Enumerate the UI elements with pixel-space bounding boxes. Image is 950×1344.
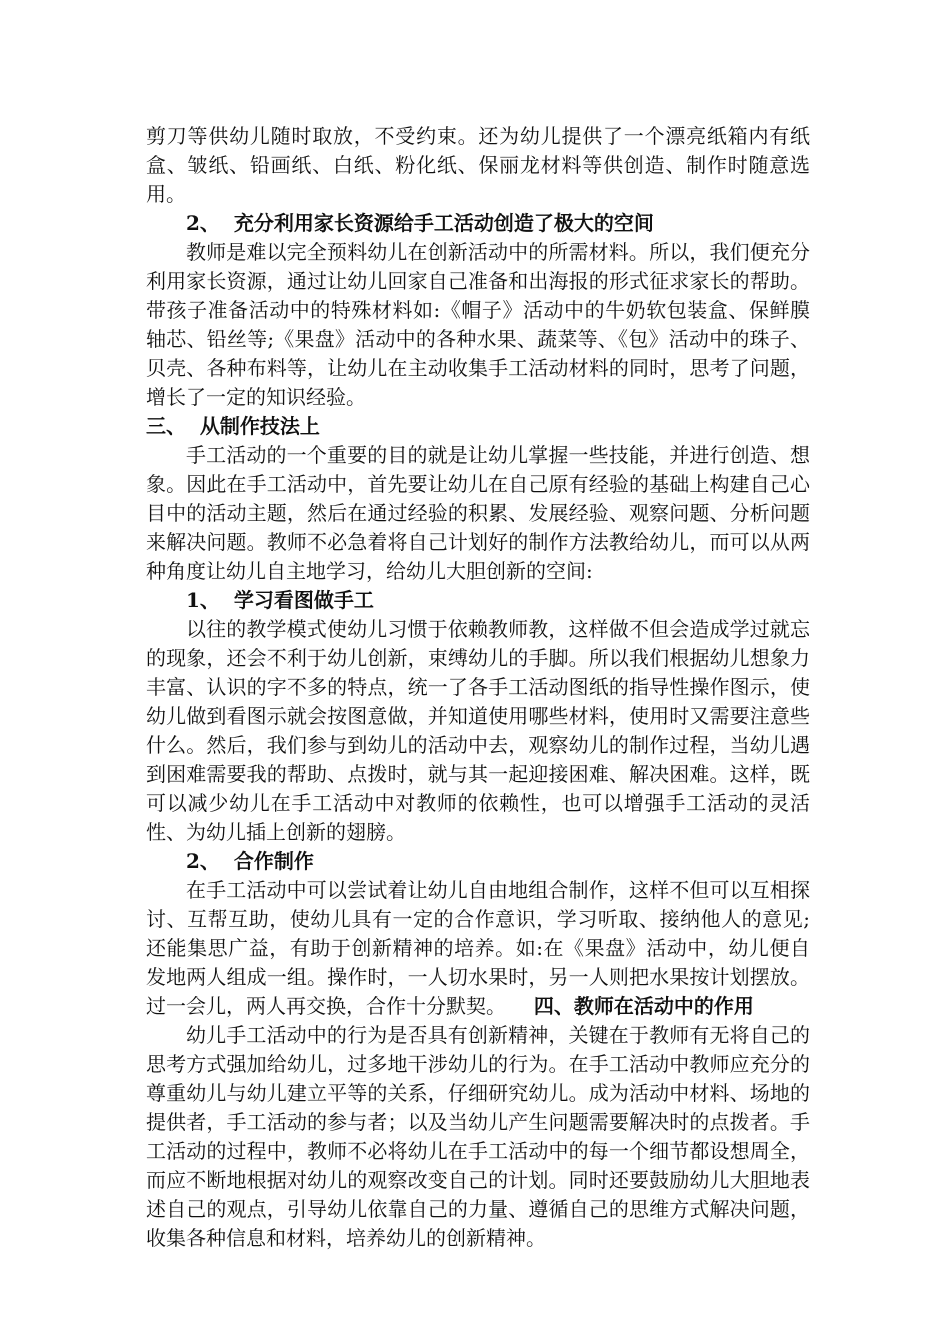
paragraph-materials-continued: 剪刀等供幼儿随时取放，不受约束。还为幼儿提供了一个漂亮纸箱内有纸盒、皱纸、铅画纸、白纸、粉化纸、保丽龙材料等供创造、制作时随意选用。 (146, 124, 810, 206)
heading-teacher-role: 四、教师在活动中的作用 (506, 994, 754, 1018)
paragraph-parent-resources: 教师是难以完全预料幼儿在创新活动中的所需材料。所以，我们便充分利用家长资源，通过让幼儿回家自己准备和出海报的形式征求家长的帮助。带孩子准备活动中的特殊材料如:《帽子》活动中的牛奶软包装盒、保鲜膜轴芯、铅丝等;《果盘》活动中的各种水果、蔬菜等、《包》活动中的珠子、贝壳、各种布料等，让幼儿在主动收集手工活动材料的同时，思考了问题，增长了一定的知识经验。 (146, 240, 810, 409)
subheading-cooperation: 2、 合作制作 (186, 849, 314, 873)
paragraph-cooperation (146, 876, 810, 1021)
heading-techniques: 三、 从制作技法上 (146, 414, 320, 438)
paragraph-teacher-role: 幼儿手工活动中的行为是否具有创新精神，关键在于教师有无将自己的思考方式强加给幼儿，过多地干涉幼儿的行为。在手工活动中教师应充分的尊重幼儿与幼儿建立平等的关系，仔细研究幼儿。成为活动中材料、场地的提供者，手工活动的参与者；以及当幼儿产生问题需要解决时的点拨者。手工活动的过程中，教师不必将幼儿在手工活动中的每一个细节都设想周全，而应不断地根据对幼儿的观察改变自己的计划。同时还要鼓励幼儿大胆地表述自己的观点，引导幼儿依靠自己的力量、遵循自己的思维方式解决问题，收集各种信息和材料，培养幼儿的创新精神。 (146, 1023, 810, 1250)
paragraph-techniques: 手工活动的一个重要的目的就是让幼儿掌握一些技能，并进行创造、想象。因此在手工活动中，首先要让幼儿在自己原有经验的基础上构建自己心目中的活动主题，然后在通过经验的积累、发展经验、观察问题、分析问题来解决问题。教师不必急着将自己计划好的制作方法教给幼儿，而可以从两种角度让幼儿自主地学习，给幼儿大胆创新的空间: (146, 443, 810, 583)
subheading-picture-learning: 1、 学习看图做手工 (186, 588, 374, 612)
cooperation-text: 在手工活动中可以尝试着让幼儿自由地组合制作，这样不但可以互相探讨、互帮互助，使幼儿具有一定的合作意识，学习听取、接纳他人的意见;还能集思广益，有助于创新精神的培养。如:在《果盘》活动中，幼儿便自发地两人组成一组。操作时，一人切水果时，另一人则把水果按计划摆放。过一会儿，两人再交换，合作十分默契。 (146, 878, 810, 1018)
paragraph-picture-learning: 以往的教学模式使幼儿习惯于依赖教师教，这样做不但会造成学过就忘的现象，还会不利于幼儿创新，束缚幼儿的手脚。所以我们根据幼儿想象力丰富、认识的字不多的特点，统一了各手工活动图纸的指导性操作图示，使幼儿做到看图示就会按图意做，并知道使用哪些材料，使用时又需要注意些什么。然后，我们参与到幼儿的活动中去，观察幼儿的制作过程，当幼儿遇到困难需要我的帮助、点拨时，就与其一起迎接困难、解决困难。这样，既可以减少幼儿在手工活动中对教师的依赖性，也可以增强手工活动的灵活性、为幼儿插上创新的翅膀。 (146, 617, 810, 844)
subheading-parent-resources: 2、 充分利用家长资源给手工活动创造了极大的空间 (186, 211, 654, 235)
document-page (146, 122, 810, 1253)
